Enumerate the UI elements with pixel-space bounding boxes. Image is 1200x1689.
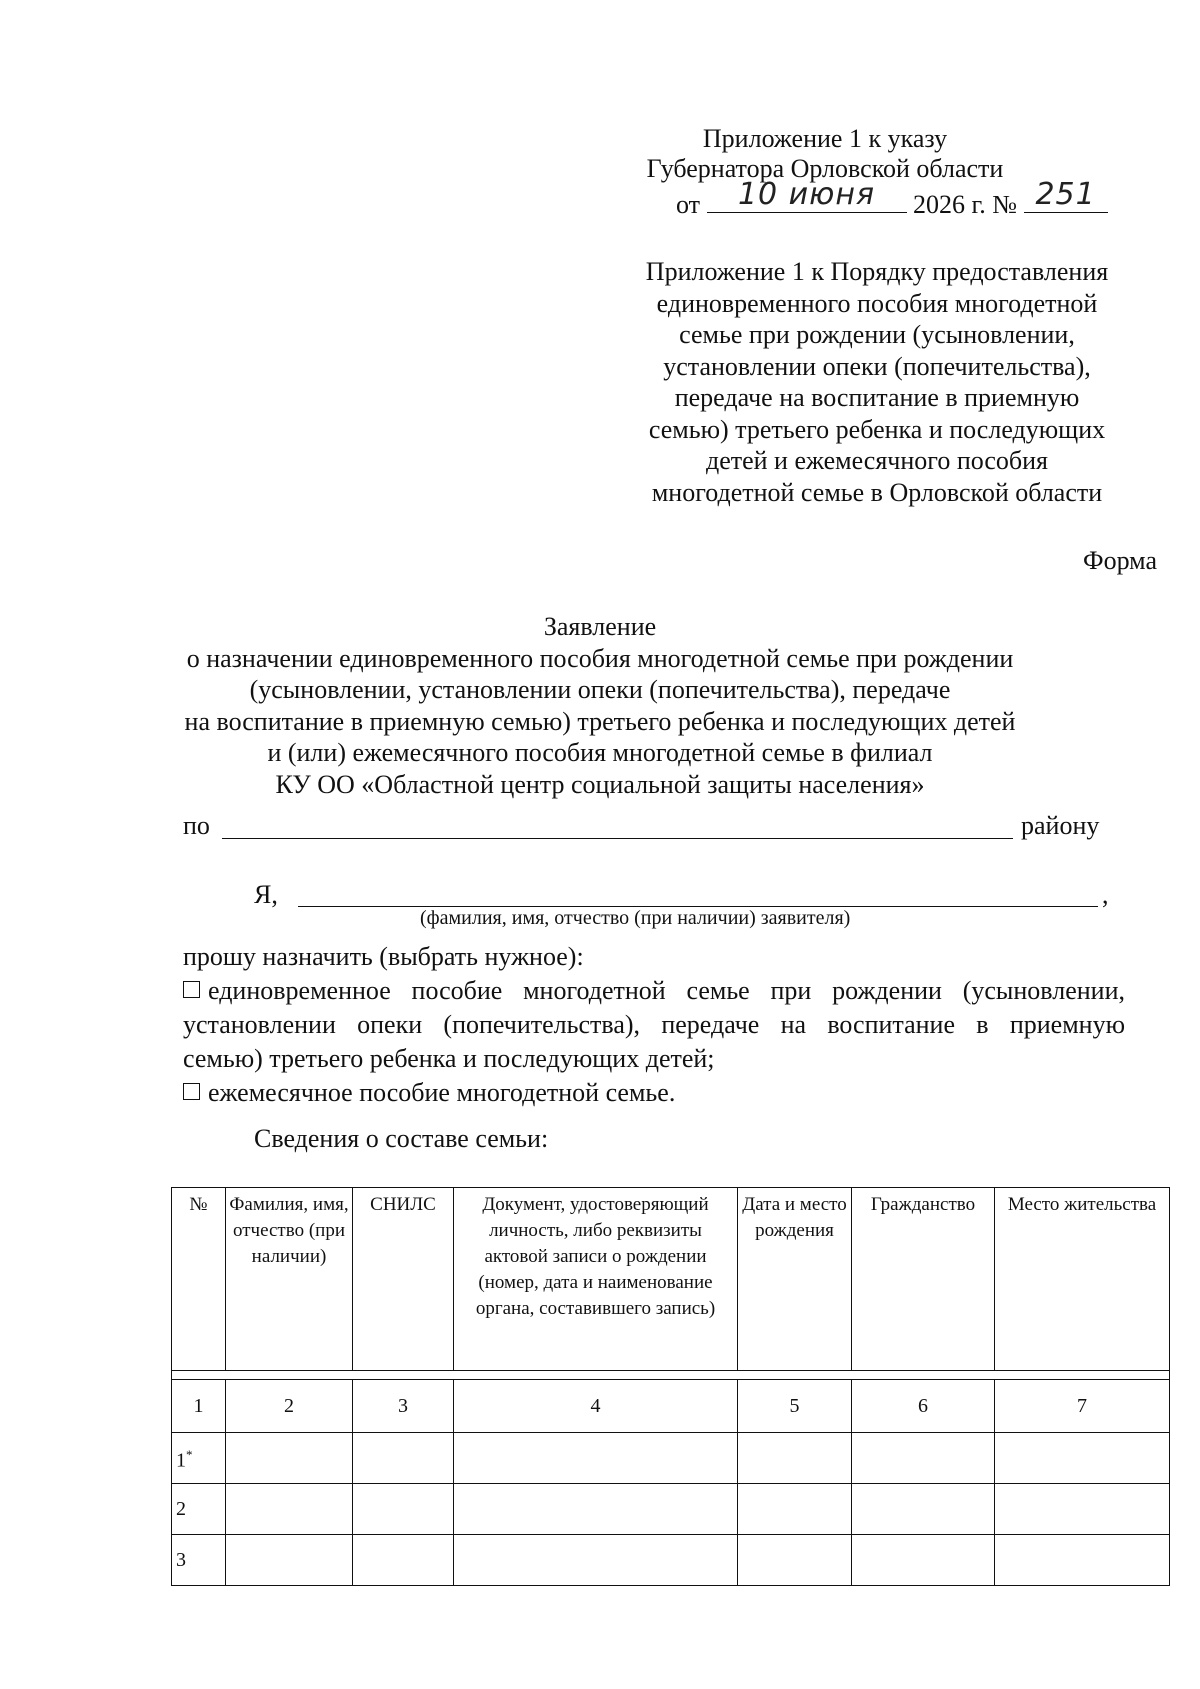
row-footnote-mark: * bbox=[186, 1447, 193, 1463]
approval-date-line bbox=[676, 177, 1108, 220]
table-cell[interactable] bbox=[852, 1433, 995, 1484]
option-1-line-2: установлении опеки (попечительства), передаче на воспитание в приемную bbox=[183, 1010, 1125, 1039]
applicant-caption: (фамилия, имя, отчество (при наличии) заявителя) bbox=[420, 907, 851, 929]
date-handwritten: 10 июня bbox=[737, 177, 876, 212]
date-field bbox=[707, 177, 907, 213]
table-row bbox=[172, 1484, 1170, 1535]
header-cell: Дата и место рождения bbox=[738, 1188, 852, 1371]
header-cell: Место жительства bbox=[995, 1188, 1170, 1371]
option-1-line-1: единовременное пособие многодетной семье при рождении (усыновлении, bbox=[208, 976, 1125, 1005]
year-label: 2026 г. № bbox=[913, 190, 1018, 219]
approval-line-2: Губернатора Орловской области bbox=[646, 154, 1004, 183]
table-cell[interactable] bbox=[995, 1433, 1170, 1484]
table-gap-row bbox=[172, 1371, 1170, 1380]
form-label: Форма bbox=[1083, 546, 1157, 575]
request-block bbox=[183, 940, 1125, 1110]
title-line: и (или) ежемесячного пособия многодетной семье в филиал bbox=[267, 738, 933, 767]
request-intro: прошу назначить (выбрать нужное): bbox=[183, 942, 584, 971]
column-number: 1 bbox=[172, 1380, 226, 1433]
table-cell[interactable] bbox=[226, 1535, 353, 1586]
title-line: о назначении единовременного пособия многодетной семье при рождении bbox=[186, 643, 1014, 673]
table-cell[interactable] bbox=[995, 1535, 1170, 1586]
row-number-text: 2 bbox=[176, 1498, 186, 1520]
option-2 bbox=[183, 1076, 1125, 1110]
approval-line-1: Приложение 1 к указу bbox=[702, 124, 948, 153]
title-line: (усыновлении, установлении опеки (попечительства), передаче bbox=[249, 675, 951, 704]
table-cell[interactable] bbox=[738, 1433, 852, 1484]
table-cell[interactable] bbox=[995, 1484, 1170, 1535]
option-1-checkbox[interactable] bbox=[183, 981, 200, 998]
table-header-row bbox=[172, 1188, 1170, 1371]
column-number: 7 bbox=[995, 1380, 1170, 1433]
option-1 bbox=[183, 974, 1125, 1008]
header-cell: Гражданство bbox=[852, 1188, 995, 1371]
option-1-line-3: семью) третьего ребенка и последующих детей; bbox=[183, 1044, 715, 1073]
family-heading: Сведения о составе семьи: bbox=[254, 1124, 549, 1153]
table-cell[interactable] bbox=[353, 1535, 454, 1586]
table-cell[interactable] bbox=[454, 1535, 738, 1586]
appendix-line: семье при рождении (усыновлении, bbox=[679, 320, 1075, 349]
title-line: Заявление bbox=[543, 612, 657, 641]
family-table bbox=[171, 1187, 1170, 1586]
header-cell: Документ, удостоверяющий личность, либо реквизиты актовой записи о рождении (номер, дата и наименование органа, составившего запись) bbox=[454, 1188, 738, 1371]
row-number-text: 1 bbox=[176, 1449, 186, 1472]
number-handwritten: 251 bbox=[1035, 177, 1096, 212]
applicant-suffix: , bbox=[1102, 880, 1109, 909]
po-label: по bbox=[183, 811, 210, 840]
appendix-block bbox=[597, 256, 1157, 508]
table-cell[interactable] bbox=[454, 1433, 738, 1484]
column-number: 2 bbox=[226, 1380, 353, 1433]
table-cell[interactable] bbox=[226, 1433, 353, 1484]
date-prefix: от bbox=[676, 190, 701, 219]
approval-block bbox=[565, 124, 1085, 184]
applicant-prefix: Я, bbox=[254, 880, 278, 909]
table-cell[interactable] bbox=[353, 1484, 454, 1535]
title-line: на воспитание в приемную семью) третьего ребенка и последующих детей bbox=[184, 706, 1016, 736]
table-row bbox=[172, 1535, 1170, 1586]
column-number: 5 bbox=[738, 1380, 852, 1433]
table-cell[interactable] bbox=[738, 1535, 852, 1586]
header-cell: № bbox=[172, 1188, 226, 1371]
document-title bbox=[150, 611, 1050, 800]
header-cell: Фамилия, имя, отчество (при наличии) bbox=[226, 1188, 353, 1371]
column-number-row bbox=[172, 1380, 1170, 1433]
table-cell[interactable] bbox=[353, 1433, 454, 1484]
column-number: 6 bbox=[852, 1380, 995, 1433]
row-number bbox=[172, 1484, 226, 1535]
column-number: 3 bbox=[353, 1380, 454, 1433]
table-row bbox=[172, 1433, 1170, 1484]
number-field bbox=[1024, 177, 1108, 213]
district-field[interactable] bbox=[222, 838, 1013, 839]
row-number bbox=[172, 1535, 226, 1586]
appendix-line: Приложение 1 к Порядку предоставления bbox=[645, 257, 1109, 286]
table-cell[interactable] bbox=[852, 1535, 995, 1586]
appendix-line: многодетной семье в Орловской области bbox=[651, 477, 1103, 507]
appendix-line: семью) третьего ребенка и последующих bbox=[648, 414, 1106, 444]
option-2-checkbox[interactable] bbox=[183, 1083, 200, 1100]
header-cell: СНИЛС bbox=[353, 1188, 454, 1371]
appendix-line: установлении опеки (попечительства), bbox=[663, 351, 1091, 381]
appendix-line: единовременного пособия многодетной bbox=[656, 288, 1098, 318]
option-2-label: ежемесячное пособие многодетной семье. bbox=[208, 1078, 676, 1107]
column-number: 4 bbox=[454, 1380, 738, 1433]
row-number bbox=[172, 1433, 226, 1484]
table-cell[interactable] bbox=[852, 1484, 995, 1535]
table-cell[interactable] bbox=[738, 1484, 852, 1535]
appendix-line: передаче на воспитание в приемную bbox=[674, 383, 1080, 412]
table-cell[interactable] bbox=[454, 1484, 738, 1535]
row-number-text: 3 bbox=[176, 1549, 186, 1571]
table-cell[interactable] bbox=[226, 1484, 353, 1535]
district-label: району bbox=[1021, 811, 1100, 840]
appendix-line: детей и ежемесячного пособия bbox=[705, 446, 1049, 475]
gap-cell bbox=[172, 1371, 1170, 1380]
title-line: КУ ОО «Областной центр социальной защиты населения» bbox=[275, 769, 925, 799]
